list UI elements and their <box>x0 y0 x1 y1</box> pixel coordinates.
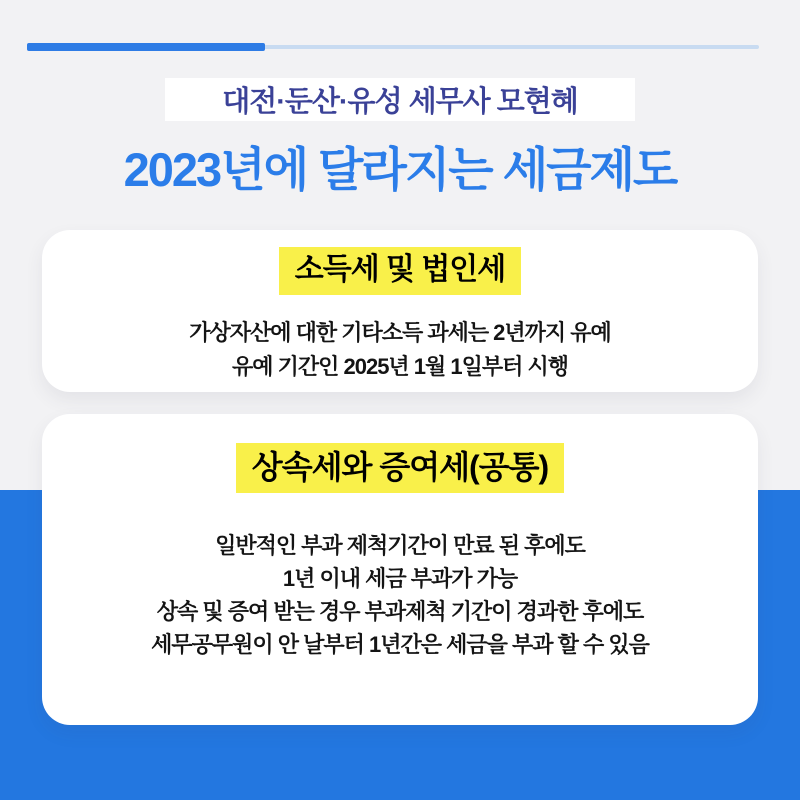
author-badge <box>165 78 635 121</box>
card-body <box>42 529 758 661</box>
card-heading <box>42 247 758 295</box>
card-income-corporate-tax <box>42 230 758 392</box>
card-inheritance-gift-tax <box>42 414 758 725</box>
top-divider-track <box>27 45 759 49</box>
card-body-line: 상속 및 증여 받는 경우 부과제척 기간이 경과한 후에도 <box>156 599 644 624</box>
top-divider-accent <box>27 43 265 51</box>
card-body <box>42 316 758 384</box>
card-heading-highlight: 소득세 및 법인세 <box>279 247 522 295</box>
card-heading-highlight: 상속세와 증여세(공통) <box>236 443 564 493</box>
page-title: 2023년에 달라지는 세금제도 <box>123 143 677 196</box>
card-body-line: 일반적인 부과 제척기간이 만료 된 후에도 <box>215 533 585 558</box>
card-heading <box>42 443 758 493</box>
card-body-line: 가상자산에 대한 기타소득 과세는 2년까지 유예 <box>189 320 611 345</box>
author-badge-label: 대전·둔산·유성 세무사 모현혜 <box>222 86 578 118</box>
card-body-line: 세무공무원이 안 날부터 1년간은 세금을 부과 할 수 있음 <box>151 632 649 657</box>
card-body-line: 1년 이내 세금 부과가 가능 <box>282 566 518 591</box>
card-body-line: 유예 기간인 2025년 1월 1일부터 시행 <box>232 354 568 379</box>
